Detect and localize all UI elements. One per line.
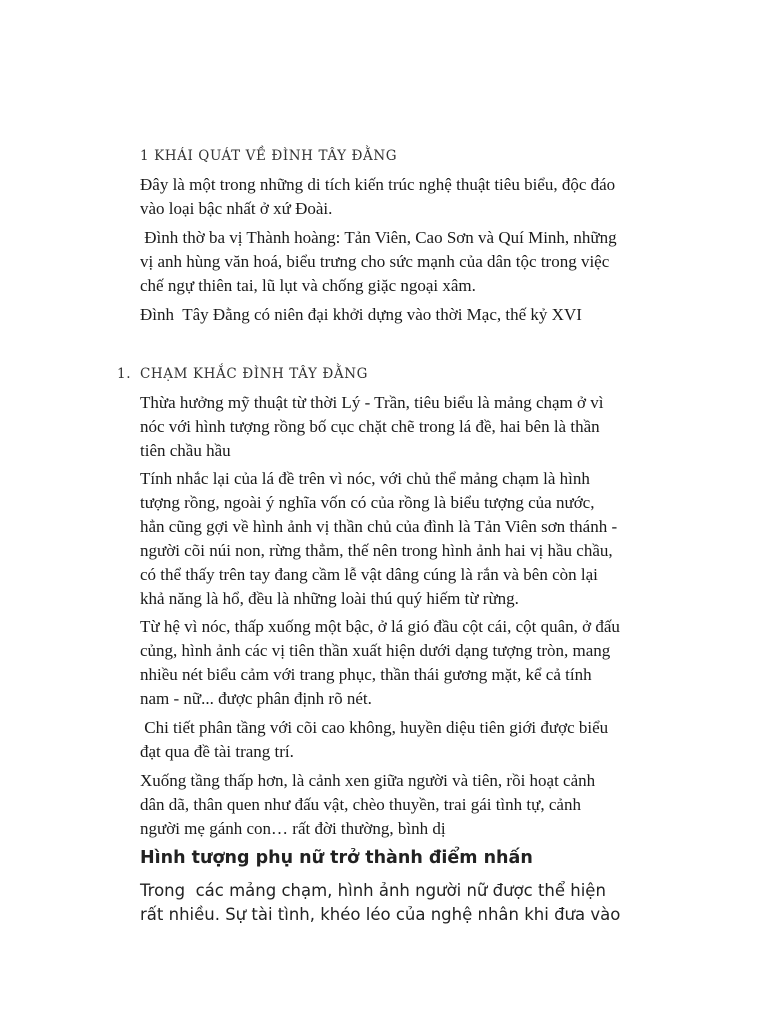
text-line: nóc với hình tượng rồng bố cục chặt chẽ trong lá đề, hai bên là thần xyxy=(140,417,600,436)
text-line: vị anh hùng văn hoá, biểu trưng cho sức mạnh của dân tộc trong việc xyxy=(140,252,610,271)
text-line: Thừa hưởng mỹ thuật từ thời Lý - Trần, tiêu biểu là mảng chạm ở vì xyxy=(140,393,604,412)
text-line: Chi tiết phân tầng với cõi cao không, huyền diệu tiên giới được biểu xyxy=(140,718,609,737)
text-line: Tính nhắc lại của lá đề trên vì nóc, với chủ thể mảng chạm là hình xyxy=(140,469,590,488)
text-line: người cõi núi non, rừng thẳm, thế nên trong hình ảnh hai vị hầu chầu, xyxy=(140,541,613,560)
section-1-paragraph-1 xyxy=(140,173,660,221)
section-2-number: 1. xyxy=(117,366,132,382)
text-line: Đình Tây Đằng có niên đại khởi dựng vào thời Mạc, thế kỷ XVI xyxy=(140,305,582,324)
text-line: Trong các mảng chạm, hình ảnh người nữ được thể hiện xyxy=(140,881,606,900)
text-line: có thể thấy trên tay đang cầm lễ vật dâng cúng là rắn và bên còn lại xyxy=(140,565,598,584)
text-line: người mẹ gánh con… rất đời thường, bình dị xyxy=(140,819,446,838)
text-line: chế ngự thiên tai, lũ lụt và chống giặc ngoại xâm. xyxy=(140,276,476,295)
text-line: dân dã, thân quen như đấu vật, chèo thuyền, trai gái tình tự, cảnh xyxy=(140,795,581,814)
section-1-heading: 1 KHÁI QUÁT VỀ ĐÌNH TÂY ĐẰNG xyxy=(140,148,398,164)
text-line: hẳn cũng gợi về hình ảnh vị thần chủ của đình là Tản Viên sơn thánh - xyxy=(140,517,618,536)
text-line: tượng rồng, ngoài ý nghĩa vốn có của rồng là biểu tượng của nước, xyxy=(140,493,595,512)
text-line: Xuống tầng thấp hơn, là cảnh xen giữa người và tiên, rồi hoạt cảnh xyxy=(140,771,596,790)
section-2-paragraph-1 xyxy=(140,391,660,463)
section-2-paragraph-5 xyxy=(140,769,660,841)
text-line: khả năng là hổ, đều là những loài thú quý hiếm từ rừng. xyxy=(140,589,519,608)
section-2-heading: CHẠM KHẮC ĐÌNH TÂY ĐẰNG xyxy=(140,366,369,382)
section-2-paragraph-2 xyxy=(140,467,660,611)
section-1-paragraph-2 xyxy=(140,226,660,298)
text-line: nam - nữ... được phân định rõ nét. xyxy=(140,689,372,708)
text-line: tiên chầu hầu xyxy=(140,441,231,460)
section-1-paragraph-3 xyxy=(140,303,660,327)
section-2-paragraph-4 xyxy=(140,716,660,764)
section-3-paragraph xyxy=(140,879,670,927)
section-3-heading: Hình tượng phụ nữ trở thành điểm nhấn xyxy=(140,848,533,868)
section-2-paragraph-3 xyxy=(140,615,660,711)
text-line: củng, hình ảnh các vị tiên thần xuất hiện dưới dạng tượng tròn, mang xyxy=(140,641,611,660)
text-line: Đình thờ ba vị Thành hoàng: Tản Viên, Cao Sơn và Quí Minh, những xyxy=(140,228,617,247)
text-line: nhiều nét biểu cảm với trang phục, thần thái gương mặt, kể cả tính xyxy=(140,665,592,684)
text-line: vào loại bậc nhất ở xứ Đoài. xyxy=(140,199,333,218)
text-line: Từ hệ vì nóc, thấp xuống một bậc, ở lá gió đầu cột cái, cột quân, ở đấu xyxy=(140,617,620,636)
text-line: đạt qua đề tài trang trí. xyxy=(140,742,294,761)
text-line: rất nhiều. Sự tài tình, khéo léo của nghệ nhân khi đưa vào xyxy=(140,905,621,924)
text-line: Đây là một trong những di tích kiến trúc nghệ thuật tiêu biểu, độc đáo xyxy=(140,175,616,194)
